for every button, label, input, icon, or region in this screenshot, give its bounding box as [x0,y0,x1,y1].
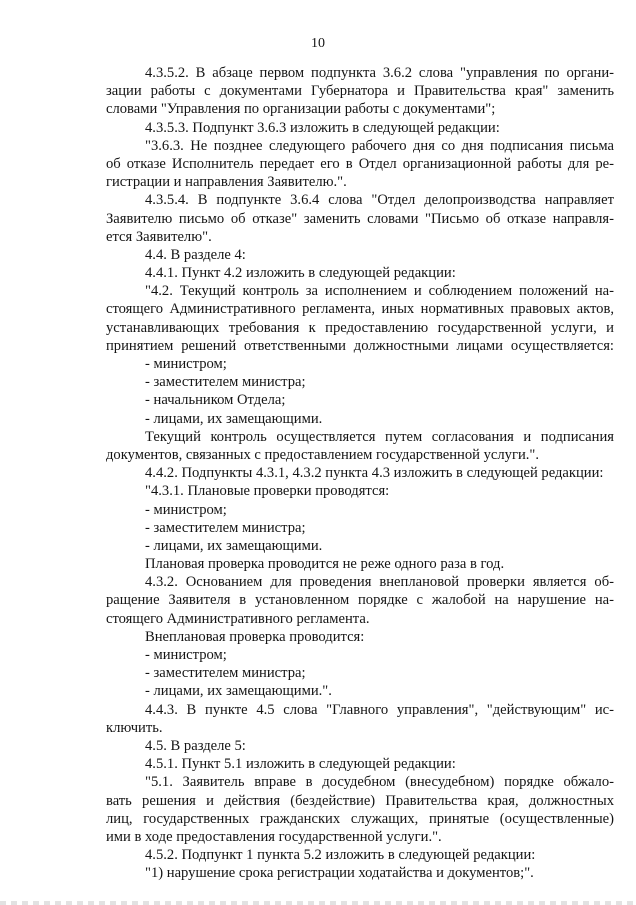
scan-edge-artifact [0,901,636,905]
text-line: словами "Управления по организации работы с документами"; [106,101,496,118]
text-line: - заместителем министра; [145,519,306,536]
text-line: Плановая проверка проводится не реже одного раза в год. [145,556,505,573]
page-number: 10 [311,36,325,51]
text-line: устанавливающих требования к предоставлению государственной услуги, и [106,319,614,336]
text-line: - лицами, их замещающими.". [145,683,332,700]
text-line: - заместителем министра; [145,374,306,391]
text-line: "5.1. Заявитель вправе в досудебном (внесудебном) порядке обжало- [145,774,614,791]
text-line: "1) нарушение срока регистрации ходатайства и документов;". [145,865,534,882]
text-line: вать решения и действия (бездействие) Правительства края, должностных [106,792,614,809]
text-line: Заявителю письмо об отказе" заменить словами "Письмо об отказе направля- [106,210,614,227]
text-line: - министром; [145,501,227,518]
text-line: Внеплановая проверка проводится: [145,628,365,645]
text-line: гистрации и направления Заявителю.". [106,174,347,191]
text-line: принятием решений ответственными должностными лицами осуществляется: [106,337,614,354]
text-line: 4.5. В разделе 5: [145,737,246,754]
text-line: Текущий контроль осуществляется путем согласования и подписания [145,428,614,445]
text-line: об отказе Исполнитель передает его в Отдел организационной работы для ре- [106,155,614,172]
text-line: ращение Заявителя в установленном порядке с жалобой на нарушение на- [106,592,614,609]
document-body [106,64,614,882]
text-line: - лицами, их замещающими. [145,410,323,427]
text-line: 4.4.2. Подпункты 4.3.1, 4.3.2 пункта 4.3 изложить в следующей редакции: [145,465,604,482]
text-line: ими в ходе предоставления государственной услуги.". [106,828,442,845]
text-line: 4.5.2. Подпункт 1 пункта 5.2 изложить в следующей редакции: [145,847,536,864]
text-line: - министром; [145,356,227,372]
text-line: 4.4. В разделе 4: [145,246,246,263]
text-line: 4.3.5.4. В подпункте 3.6.4 слова "Отдел делопроизводства направляет [145,192,614,209]
text-line: стоящего Административного регламента, иных нормативных правовых актов, [106,301,614,318]
text-line: - заместителем министра; [145,665,306,682]
text-line: зации работы с документами Губернатора и Правительства края" заменить [106,83,614,100]
text-line: ключить. [106,719,163,736]
text-line: стоящего Административного регламента. [106,610,370,627]
text-line: - лицами, их замещающими. [145,537,323,554]
text-line: "4.3.1. Плановые проверки проводятся: [145,483,390,500]
text-line: 4.4.1. Пункт 4.2 изложить в следующей редакции: [145,265,456,282]
text-line: ется Заявителю". [106,228,212,245]
text-line: 4.4.3. В пункте 4.5 слова "Главного управления", "действующим" ис- [145,701,614,718]
text-line: 4.3.5.2. В абзаце первом подпункта 3.6.2 слова "управления по органи- [145,65,614,81]
text-line: 4.3.2. Основанием для проведения внеплановой проверки является об- [145,574,614,591]
text-line: 4.3.5.3. Подпункт 3.6.3 изложить в следующей редакции: [145,119,500,136]
text-line: "4.2. Текущий контроль за исполнением и соблюдением положений на- [145,283,614,300]
text-line: - министром; [145,647,227,663]
text-line: - начальником Отдела; [145,392,286,409]
text-line: лиц, государственных гражданских служащих, принятые (осуществленные) [106,810,614,827]
text-line: документов, связанных с предоставлением государственной услуги.". [106,446,540,463]
text-line: 4.5.1. Пункт 5.1 изложить в следующей редакции: [145,756,456,773]
text-line: "3.6.3. Не позднее следующего рабочего дня со дня подписания письма [145,137,614,154]
